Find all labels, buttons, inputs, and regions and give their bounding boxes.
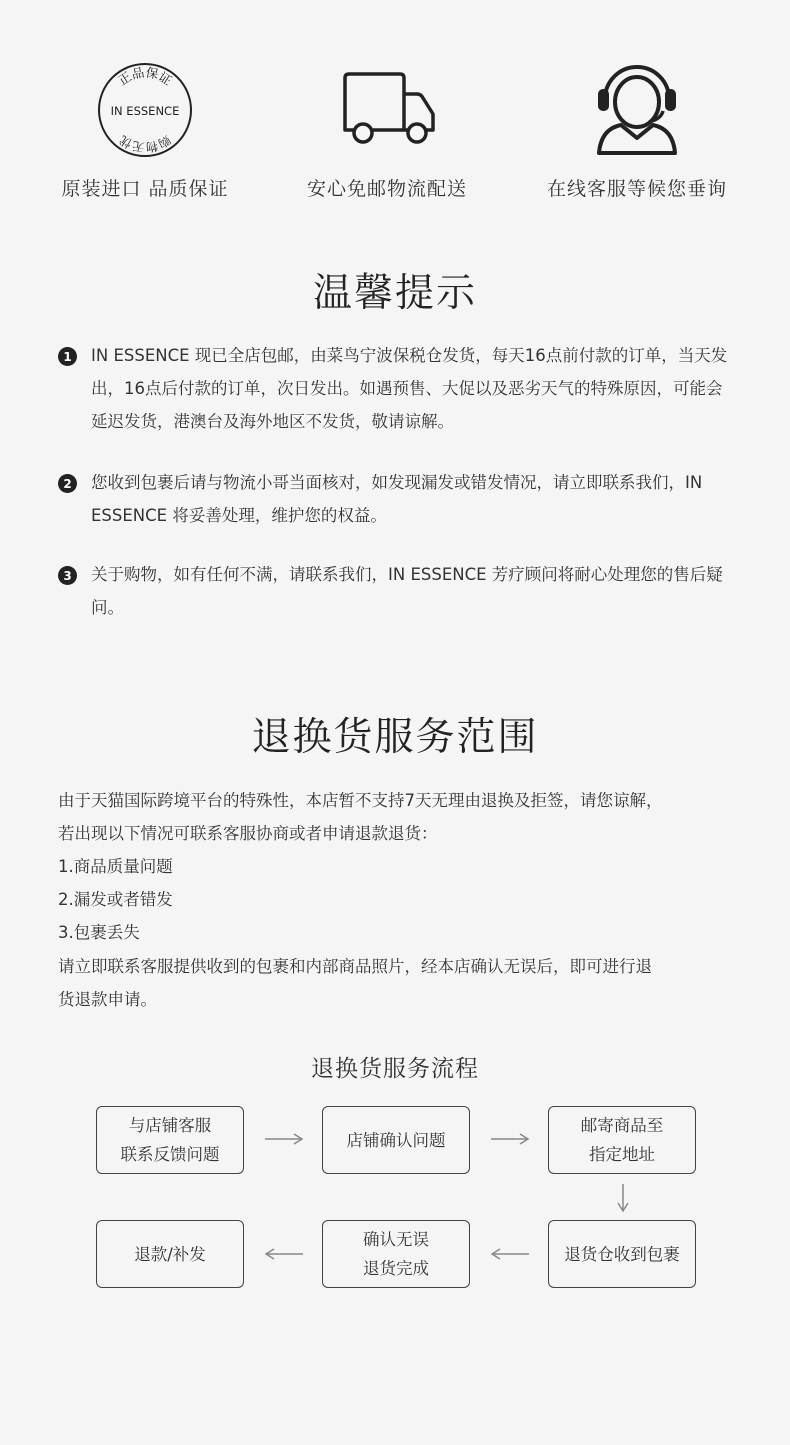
arrow-right-icon [490, 1132, 530, 1146]
returns-title: 退换货服务范围 [251, 715, 539, 760]
delivery-truck-icon [272, 60, 502, 160]
flow-step-line: 邮寄商品至 [580, 1116, 664, 1135]
feature-label: 在线客服等候您垂询 [546, 178, 727, 200]
flow-step-line: 退款/补发 [134, 1244, 206, 1264]
feature-label: 安心免邮物流配送 [306, 178, 467, 200]
flow-step-warehouse-received [548, 1220, 696, 1288]
tip-number-badge: 3 [58, 566, 77, 585]
flow-title: 退换货服务流程 [311, 1056, 479, 1082]
returns-line: 货退款申请。 [58, 990, 157, 1009]
tip-text: IN ESSENCE 现已全店包邮，由菜鸟宁波保税仓发货，每天16点前付款的订单，当天发出，16点后付款的订单，次日发出。如遇预售、大促以及恶劣天气的特殊原因，可能会延迟发货，港澳台及海外地区不发货，敬请谅解。 [91, 346, 728, 431]
seal-middle-text: IN ESSENCE [110, 104, 180, 118]
authentic-seal-icon [30, 60, 260, 160]
flow-step-line: 退货完成 [363, 1259, 429, 1278]
returns-line: 若出现以下情况可联系客服协商或者申请退款退货： [58, 824, 438, 843]
arrow-down-icon [615, 1183, 631, 1213]
tip-text: 您收到包裹后请与物流小哥当面核对，如发现漏发或错发情况，请立即联系我们，IN ESSENCE 将妥善处理，维护您的权益。 [91, 473, 703, 525]
returns-line: 请立即联系客服提供收到的包裹和内部商品照片，经本店确认无误后，即可进行退 [58, 957, 652, 976]
tip-number-badge: 2 [58, 474, 77, 493]
returns-line: 由于天猫国际跨境平台的特殊性，本店暂不支持7天无理由退换及拒签，请您谅解， [58, 791, 663, 810]
tip-text: 关于购物，如有任何不满，请联系我们，IN ESSENCE 芳疗顾问将耐心处理您的售后疑问。 [91, 565, 723, 617]
flow-step-contact-service [96, 1106, 244, 1174]
flow-step-line: 退货仓收到包裹 [564, 1244, 680, 1264]
tip-item [58, 558, 738, 624]
flow-step-line: 店铺确认问题 [346, 1130, 446, 1150]
tip-item [58, 466, 738, 532]
seal-bottom-text: 购物无忧 [116, 132, 174, 155]
flow-step-mail-goods [548, 1106, 696, 1174]
flow-step-line: 联系反馈问题 [120, 1145, 220, 1164]
flow-step-line: 确认无误 [363, 1230, 429, 1249]
arrow-left-icon [490, 1247, 530, 1261]
customer-service-headset-icon [522, 60, 752, 160]
returns-line: 1.商品质量问题 [58, 857, 173, 876]
feature-service [522, 60, 752, 201]
flow-step-refund [96, 1220, 244, 1288]
flow-step-line: 指定地址 [589, 1145, 655, 1164]
feature-label: 原装进口 品质保证 [61, 178, 229, 200]
arrow-left-icon [264, 1247, 304, 1261]
flow-step-return-complete [322, 1220, 470, 1288]
returns-line: 2.漏发或者错发 [58, 890, 173, 909]
tip-number-badge: 1 [58, 347, 77, 366]
feature-authentic [30, 60, 260, 201]
returns-line: 3.包裹丢失 [58, 923, 140, 942]
feature-shipping [272, 60, 502, 201]
tips-title: 温馨提示 [312, 271, 477, 316]
seal-top-text: 正品保证 [115, 64, 175, 89]
tip-item [58, 339, 738, 438]
arrow-right-icon [264, 1132, 304, 1146]
flow-step-line: 与店铺客服 [128, 1116, 212, 1135]
flow-step-confirm-issue [322, 1106, 470, 1174]
